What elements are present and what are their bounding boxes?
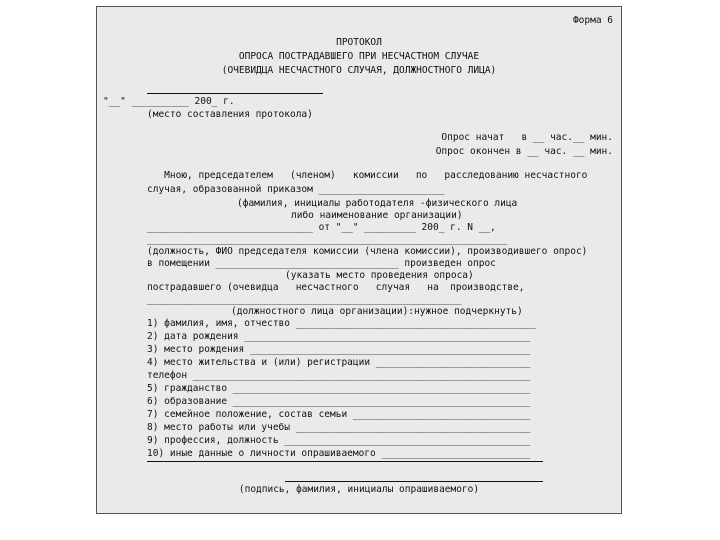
- field-profession: 9) профессия, должность ___________________________________________: [147, 435, 531, 446]
- field-education: 6) образование ____________________________________________________: [147, 396, 531, 407]
- field-full-name: 1) фамилия, имя, отчество __________________________________________: [147, 318, 536, 329]
- body-caption: (должность, ФИО председателя комиссии (члена комиссии), производившего опрос): [147, 246, 588, 257]
- field-workplace: 8) место работы или учебы _________________________________________: [147, 422, 531, 433]
- field-birth-date: 2) дата рождения __________________________________________________: [147, 331, 531, 342]
- signature-line: [285, 481, 543, 482]
- place-blank-line: [147, 93, 323, 94]
- interview-end-time: Опрос окончен в __ час. __ мин.: [435, 146, 613, 157]
- body-caption: (указать место проведения опроса): [285, 270, 474, 281]
- field-family-status: 7) семейное положение, состав семьи _______________________________: [147, 409, 531, 420]
- interview-start-time: Опрос начат в __ час.__ мин.: [441, 132, 613, 143]
- field-other-data: 10) иные данные о личности опрашиваемого __________________________: [147, 448, 531, 459]
- body-caption: (должностного лица организации):нужное подчеркнуть): [231, 306, 523, 317]
- document-subtitle: ОПРОСА ПОСТРАДАВШЕГО ПРИ НЕСЧАСТНОМ СЛУЧАЕ: [238, 51, 480, 62]
- body-line: _____________________________ от "__" _________ 200_ г. N __,: [147, 222, 496, 233]
- place-caption: (место составления протокола): [147, 109, 313, 120]
- blank-line: [147, 461, 543, 462]
- signature-caption: (подпись, фамилия, инициалы опрашиваемого): [238, 484, 480, 495]
- body-caption: либо наименование организации): [291, 210, 463, 221]
- body-line: пострадавшего (очевидца несчастного случая на производстве,: [147, 282, 525, 293]
- body-line: в помещении ________________________________ произведен опрос: [147, 258, 496, 269]
- body-line: Мною, председателем (членом) комиссии по расследованию несчастного: [147, 170, 588, 181]
- body-line: _______________________________________________________: [147, 294, 462, 305]
- field-residence: 4) место жительства и (или) регистрации ___________________________: [147, 357, 531, 368]
- form-sheet: [96, 6, 622, 514]
- body-line: случая, образованной приказом ______________________: [147, 184, 445, 195]
- document-title: ПРОТОКОЛ: [336, 37, 382, 48]
- document-subtitle-note: (ОЧЕВИДЦА НЕСЧАСТНОГО СЛУЧАЯ, ДОЛЖНОСТНОГО ЛИЦА): [221, 65, 497, 76]
- form-label: Форма 6: [572, 15, 613, 26]
- body-caption: (фамилия, инициалы работодателя -физического лица: [237, 198, 518, 209]
- body-line: _______________________________________________________________: [147, 234, 508, 245]
- field-phone: телефон ___________________________________________________________: [147, 370, 531, 381]
- field-citizenship: 5) гражданство ____________________________________________________: [147, 383, 531, 394]
- date-line: "__" __________ 200_ г.: [103, 96, 235, 107]
- field-birth-place: 3) место рождения _________________________________________________: [147, 344, 531, 355]
